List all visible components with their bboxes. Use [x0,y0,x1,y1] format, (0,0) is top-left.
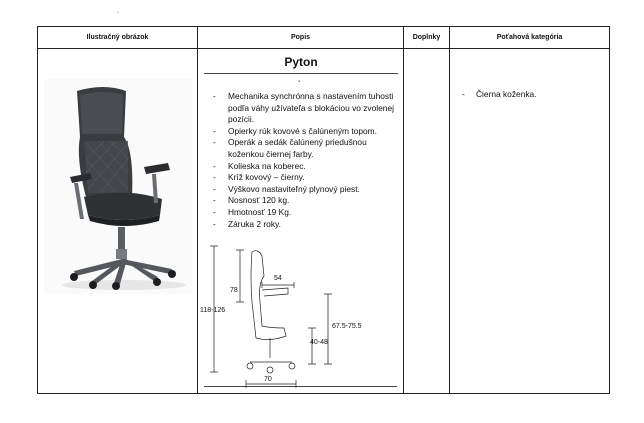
header-category: Poťahová kategória [450,27,610,49]
dim-depth: 54 [274,275,282,282]
product-row [38,49,610,394]
header-image: Ilustračný obrázok [38,27,198,49]
header-extras: Doplnky [404,27,450,49]
header-row [38,27,610,49]
dim-back: 78 [230,287,238,294]
dim-total-height: 118-126 [200,307,226,314]
category-item: - Čierna koženka. [450,89,537,99]
product-name: Pyton [204,55,398,74]
office-chair-photo [44,79,192,294]
feature-item: - Kríž kovový – čierny. [198,172,398,184]
dim-arm-height: 67.5-75.5 [332,323,362,330]
feature-item: - Opierky rúk kovové s čalúneným topom. [198,126,398,138]
product-spec-table [37,26,610,394]
page-mark: . [117,6,120,15]
dim-width: 70 [264,376,272,383]
feature-item: - Operák a sedák čalúnený priedušnou koženkou čiernej farby. [198,137,398,160]
feature-item: - Výškovo nastaviteľný plynový piest. [198,184,398,196]
feature-list [198,91,398,230]
category-cell [450,49,610,394]
description-cell [198,49,404,394]
feature-item: - Nosnosť 120 kg. [198,195,398,207]
category-list [450,89,537,99]
feature-item: - Kolieska na koberec. [198,161,398,173]
feature-item: - Záruka 2 roky. [198,219,398,231]
image-cell [38,49,198,394]
feature-item: - Hmotnosť 19 Kg. [198,207,398,219]
dimension-drawing [200,242,400,392]
header-description: Popis [198,27,404,49]
feature-item: - Mechanika synchrónna s nastavením tuhosti podľa váhy užívateľa s blokáciou vo zvolenej pozícii. [198,91,398,126]
extras-cell [404,49,450,394]
separator-mark: ▪ [298,79,301,85]
bottom-rule [204,386,397,387]
dim-seat-height: 40-48 [310,339,328,346]
